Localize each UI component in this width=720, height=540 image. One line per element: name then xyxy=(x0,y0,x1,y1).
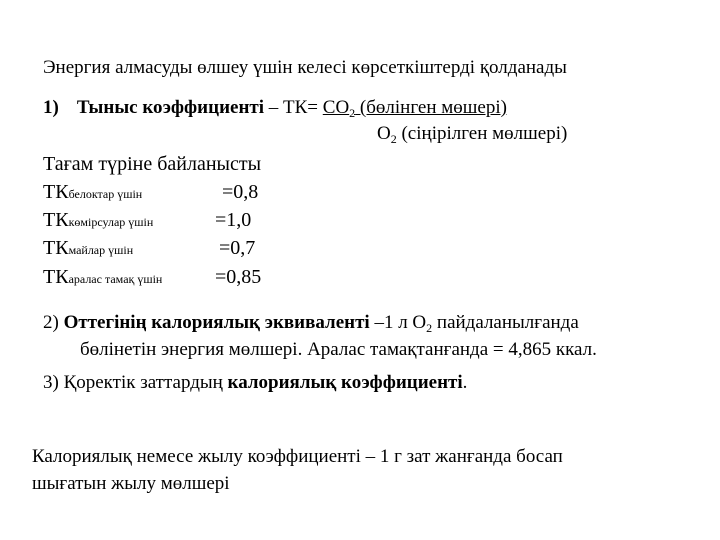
item2-text-part1: –1 л O xyxy=(369,312,427,333)
denominator-o-subscript: 2 xyxy=(390,132,397,146)
item2-title: Оттегінің калориялық эквиваленті xyxy=(63,312,370,333)
tk-prefix: ТК xyxy=(43,181,69,203)
caloric-coefficient-item xyxy=(43,372,467,394)
numerator-co: CO xyxy=(322,97,350,118)
tk-label: белоктар үшін xyxy=(68,187,143,201)
item2-o2-subscript: 2 xyxy=(426,321,433,335)
tk-label: аралас тамақ үшін xyxy=(68,272,163,286)
item1-dash: – ТК= xyxy=(264,97,323,118)
tk-row-proteins xyxy=(43,181,142,204)
tk-row-mixed-food xyxy=(43,266,162,289)
item3-title: калориялық коэффициенті xyxy=(227,372,463,393)
tk-value-carbohydrates: =1,0 xyxy=(215,209,252,231)
definition-line2: шығатын жылу мөлшері xyxy=(32,473,230,494)
tk-value-proteins: =0,8 xyxy=(222,181,259,203)
tk-prefix: ТК xyxy=(43,209,69,231)
tk-row-fats xyxy=(43,237,133,260)
item2-text-part2: пайдаланылғанда xyxy=(432,312,579,333)
item2-line1 xyxy=(43,309,597,336)
formula-numerator xyxy=(323,97,507,118)
diet-heading: Тағам түріне байланысты xyxy=(43,153,262,175)
tk-prefix: ТК xyxy=(43,237,69,259)
intro-text: Энергия алмасуды өлшеу үшін келесі көрсеткіштерді қолданады xyxy=(43,57,567,78)
denominator-text: (сіңірілген мөлшері) xyxy=(396,123,568,144)
item3-prefix: 3) Қоректік заттардың xyxy=(43,372,228,393)
tk-value-mixed-food: =0,85 xyxy=(215,266,262,288)
definition-line1: Калориялық немесе жылу коэффициенті – 1 г зат жанғанда босап xyxy=(32,446,563,467)
numerator-co-subscript: 2 xyxy=(349,106,356,120)
formula-denominator xyxy=(377,123,567,145)
item1-number: 1) xyxy=(43,97,59,118)
tk-label: көмірсулар үшін xyxy=(68,215,154,229)
oxygen-caloric-equivalent-item xyxy=(43,309,597,363)
tk-row-carbohydrates xyxy=(43,209,153,232)
item2-line2: бөлінетін энергия мөлшері. Аралас тамақтанғанда = 4,865 ккал. xyxy=(80,339,597,360)
tk-value-fats: =0,7 xyxy=(219,237,256,259)
numerator-text: (бөлінген мөшері) xyxy=(355,97,507,118)
tk-label: майлар үшін xyxy=(68,243,134,257)
item1-title: Тыныс коэффициенті xyxy=(76,97,265,118)
tk-prefix: ТК xyxy=(43,266,69,288)
item2-number: 2) xyxy=(43,312,64,333)
denominator-o: O xyxy=(377,123,391,144)
caloric-coefficient-definition xyxy=(32,443,563,497)
item3-suffix: . xyxy=(462,372,468,393)
respiratory-coefficient-item xyxy=(43,97,507,119)
